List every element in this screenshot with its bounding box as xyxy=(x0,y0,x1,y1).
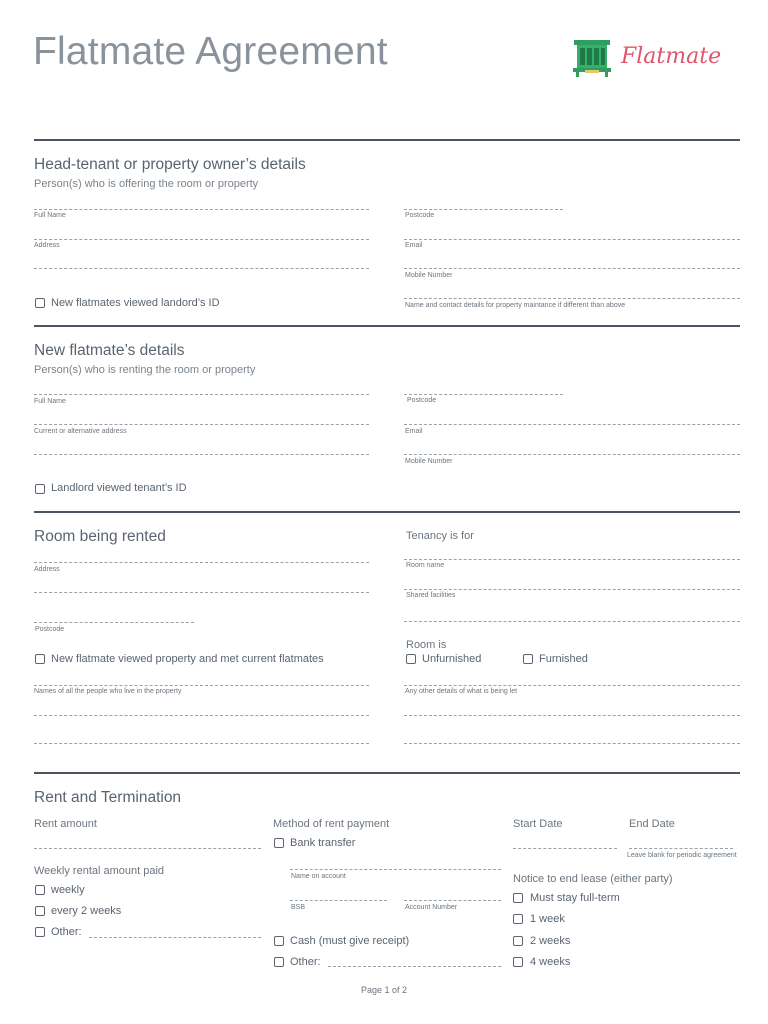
flatmate-address-line2-field[interactable] xyxy=(34,454,369,455)
end-date-field[interactable] xyxy=(629,848,733,849)
account-name-field[interactable] xyxy=(290,869,501,870)
unfurnished-label: Unfurnished xyxy=(422,653,482,665)
two-weeks-label: 2 weeks xyxy=(530,935,571,947)
landlord-viewed-id-label: Landlord viewed tenant’s ID xyxy=(51,482,187,494)
residents-names-label: Names of all the people who live in the property xyxy=(34,688,182,695)
flatmate-logo-icon xyxy=(572,39,612,77)
owner-full-name-field[interactable] xyxy=(34,209,369,210)
page-title: Flatmate Agreement xyxy=(33,30,388,73)
rent-other-field[interactable] xyxy=(89,937,261,938)
weekly-paid-label: Weekly rental amount paid xyxy=(34,865,165,877)
must-stay-label: Must stay full-term xyxy=(530,892,620,904)
viewed-property-label: New flatmate viewed property and met current flatmates xyxy=(51,653,324,665)
payment-other-checkbox[interactable] xyxy=(274,957,284,967)
payment-other-field[interactable] xyxy=(328,966,501,967)
tenancy-label: Tenancy is for xyxy=(406,530,474,542)
flatmate-email-label: Email xyxy=(405,428,423,435)
room-is-label: Room is xyxy=(406,639,447,651)
rent-amount-field[interactable] xyxy=(34,848,261,849)
rent-other-checkbox[interactable] xyxy=(35,927,45,937)
section-divider xyxy=(34,325,740,327)
owner-address-line2-field[interactable] xyxy=(34,268,369,269)
bsb-label: BSB xyxy=(291,904,306,911)
weekly-label: weekly xyxy=(51,884,85,896)
owner-postcode-field[interactable] xyxy=(404,209,563,210)
start-date-field[interactable] xyxy=(513,848,617,849)
owner-subheading: Person(s) who is offering the room or property xyxy=(34,178,259,190)
other-details-line2-field[interactable] xyxy=(404,715,740,716)
owner-viewed-id-label: New flatmates viewed landord’s ID xyxy=(51,297,220,309)
end-date-note: Leave blank for periodic agreement xyxy=(627,852,737,859)
owner-viewed-id-checkbox[interactable] xyxy=(35,298,45,308)
landlord-viewed-id-checkbox[interactable] xyxy=(35,484,45,494)
owner-full-name-label: Full Name xyxy=(34,212,66,219)
flatmate-address-label: Current or alternative address xyxy=(34,428,127,435)
room-address-line2-field[interactable] xyxy=(34,592,369,593)
flatmate-full-name-label: Full Name xyxy=(34,398,66,405)
shared-facilities-label: Shared facilities xyxy=(406,592,456,599)
flatmate-postcode-field[interactable] xyxy=(404,394,563,395)
cash-label: Cash (must give receipt) xyxy=(290,935,410,947)
start-date-label: Start Date xyxy=(513,818,563,830)
bsb-field[interactable] xyxy=(290,900,387,901)
weekly-checkbox[interactable] xyxy=(35,885,45,895)
room-postcode-field[interactable] xyxy=(34,622,194,623)
owner-heading: Head-tenant or property owner’s details xyxy=(34,156,306,173)
rent-amount-label: Rent amount xyxy=(34,818,97,830)
two-weeks-checkbox[interactable] xyxy=(513,936,523,946)
payment-method-label: Method of rent payment xyxy=(273,818,390,830)
rent-other-label: Other: xyxy=(51,926,82,938)
flatmate-subheading: Person(s) who is renting the room or property xyxy=(34,364,256,376)
other-details-field[interactable] xyxy=(404,685,740,686)
section-divider xyxy=(34,139,740,141)
owner-mobile-field[interactable] xyxy=(404,268,740,269)
residents-names-line3-field[interactable] xyxy=(34,743,369,744)
room-address-label: Address xyxy=(34,566,60,573)
furnished-checkbox[interactable] xyxy=(523,654,533,664)
cash-checkbox[interactable] xyxy=(274,936,284,946)
residents-names-field[interactable] xyxy=(34,685,369,686)
owner-maintenance-label: Name and contact details for property maintance if different than above xyxy=(405,302,626,309)
account-name-label: Name on account xyxy=(291,873,346,880)
owner-maintenance-field[interactable] xyxy=(404,298,740,299)
residents-names-line2-field[interactable] xyxy=(34,715,369,716)
shared-facilities-field[interactable] xyxy=(404,589,740,590)
unfurnished-checkbox[interactable] xyxy=(406,654,416,664)
owner-address-label: Address xyxy=(34,242,60,249)
rent-heading: Rent and Termination xyxy=(34,789,182,806)
owner-email-label: Email xyxy=(405,242,423,249)
flatmate-full-name-field[interactable] xyxy=(34,394,369,395)
bank-transfer-label: Bank transfer xyxy=(290,837,356,849)
other-details-line3-field[interactable] xyxy=(404,743,740,744)
must-stay-checkbox[interactable] xyxy=(513,893,523,903)
owner-mobile-label: Mobile Number xyxy=(405,272,453,279)
flatmate-heading: New flatmate’s details xyxy=(34,342,185,359)
section-divider xyxy=(34,772,740,774)
flatmate-mobile-field[interactable] xyxy=(404,454,740,455)
account-number-field[interactable] xyxy=(404,900,501,901)
page-number: Page 1 of 2 xyxy=(360,985,408,995)
notice-label: Notice to end lease (either party) xyxy=(513,873,673,885)
other-details-label: Any other details of what is being let xyxy=(405,688,518,695)
payment-other-label: Other: xyxy=(290,956,321,968)
section-divider xyxy=(34,511,740,513)
every-2-weeks-label: every 2 weeks xyxy=(51,905,122,917)
shared-facilities-line2-field[interactable] xyxy=(404,621,740,622)
room-name-label: Room name xyxy=(406,562,445,569)
bank-transfer-checkbox[interactable] xyxy=(274,838,284,848)
one-week-label: 1 week xyxy=(530,913,565,925)
account-number-label: Account Number xyxy=(405,904,458,911)
brand-name: Flatmate xyxy=(621,44,722,69)
end-date-label: End Date xyxy=(629,818,675,830)
four-weeks-checkbox[interactable] xyxy=(513,957,523,967)
room-address-field[interactable] xyxy=(34,562,369,563)
room-name-field[interactable] xyxy=(404,559,740,560)
one-week-checkbox[interactable] xyxy=(513,914,523,924)
viewed-property-checkbox[interactable] xyxy=(35,654,45,664)
owner-email-field[interactable] xyxy=(404,239,740,240)
flatmate-postcode-label: Postcode xyxy=(407,397,437,404)
owner-address-field[interactable] xyxy=(34,239,369,240)
four-weeks-label: 4 weeks xyxy=(530,956,571,968)
furnished-label: Furnished xyxy=(539,653,588,665)
room-postcode-label: Postcode xyxy=(35,626,65,633)
room-heading: Room being rented xyxy=(34,528,166,545)
flatmate-mobile-label: Mobile Number xyxy=(405,458,453,465)
flatmate-address-field[interactable] xyxy=(34,424,369,425)
owner-postcode-label: Postcode xyxy=(405,212,435,219)
flatmate-email-field[interactable] xyxy=(404,424,740,425)
every-2-weeks-checkbox[interactable] xyxy=(35,906,45,916)
